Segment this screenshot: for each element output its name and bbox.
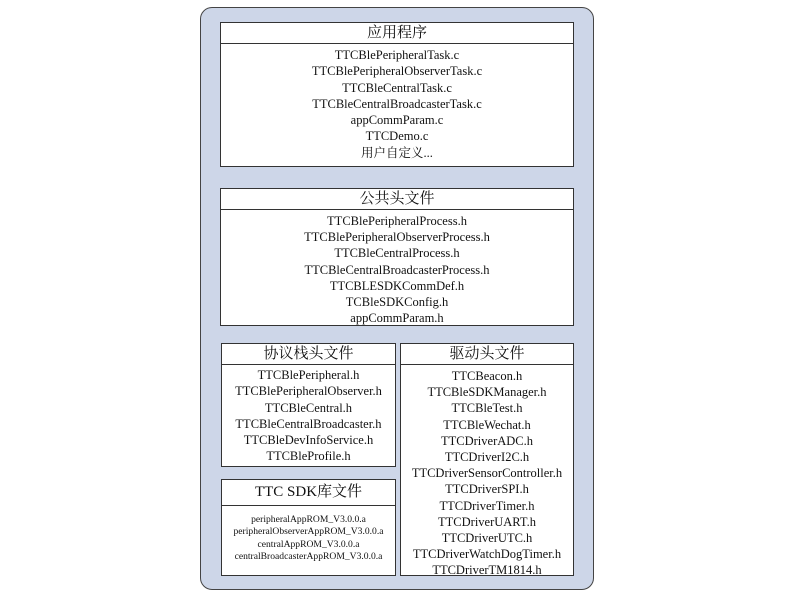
file-item: TTCDriverWatchDogTimer.h [412,547,562,562]
app-layer-file-list [221,44,573,161]
file-item: TTCBleCentralTask.c [342,80,452,95]
file-item: TTCDriverI2C.h [444,450,530,465]
common-headers-title: 公共头文件 [221,189,573,210]
file-item: TTCBLESDKCommDef.h [329,278,465,293]
file-item: TTCBlePeripheralObserver.h [235,384,382,399]
file-item: TTCBleCentralBroadcasterTask.c [312,96,482,111]
protocol-headers-file-list [222,365,395,465]
driver-headers-file-list [401,365,573,579]
driver-headers-title: 驱动头文件 [401,344,573,365]
file-item: TTCBleProfile.h [266,449,351,464]
common-headers-file-list [221,210,573,326]
file-item: TTCBleTest.h [451,401,523,416]
file-item: TTCDemo.c [365,129,429,144]
app-layer-title: 应用程序 [221,23,573,44]
file-item: TTCDriverSensorController.h [411,466,563,481]
driver-headers-box [400,343,574,576]
file-item: TTCBleDevInfoService.h [243,433,374,448]
file-item: TTCBlePeripheral.h [257,368,360,382]
file-item: TCBleSDKConfig.h [345,295,449,310]
sdk-library-file-list [222,506,395,564]
file-item: TTCBleCentralProcess.h [334,246,460,261]
file-item: centralAppROM_V3.0.0.a [257,538,360,550]
common-headers-box [220,188,574,326]
file-item: TTCBeacon.h [451,369,523,383]
file-item: peripheralObserverAppROM_V3.0.0.a [233,526,384,538]
sdk-library-box [221,479,396,576]
file-item: peripheralAppROM_V3.0.0.a [251,514,366,525]
sdk-library-title: TTC SDK库文件 [222,480,395,506]
protocol-headers-box [221,343,396,467]
file-item: TTCBleCentral.h [264,400,353,415]
file-item: TTCBlePeripheralTask.c [334,48,460,62]
file-item: TTCBleSDKManager.h [427,385,547,400]
app-layer-box [220,22,574,167]
file-item: TTCDriverUART.h [438,514,536,529]
file-item: TTCDriverTM1814.h [432,563,542,578]
file-item: TTCBleCentralBroadcaster.h [235,416,382,431]
file-item: TTCBlePeripheralProcess.h [327,214,467,228]
file-item: TTCBlePeripheralObserverProcess.h [304,230,490,245]
file-item: TTCBleCentralBroadcasterProcess.h [304,262,490,277]
file-item: TTCDriverADC.h [441,433,533,448]
file-item: appCommParam.c [350,113,444,128]
file-item: appCommParam.h [350,311,444,326]
file-item: centralBroadcasterAppROM_V3.0.0.a [234,551,383,563]
file-item: TTCBleWechat.h [443,417,531,432]
file-item: TTCDriverTimer.h [439,498,535,513]
protocol-headers-title: 协议栈头文件 [222,344,395,365]
file-item: TTCBlePeripheralObserverTask.c [311,64,483,79]
file-item: TTCDriverUTC.h [441,531,533,546]
file-item: TTCDriverSPI.h [445,482,529,497]
file-item: 用户自定义... [361,145,433,160]
